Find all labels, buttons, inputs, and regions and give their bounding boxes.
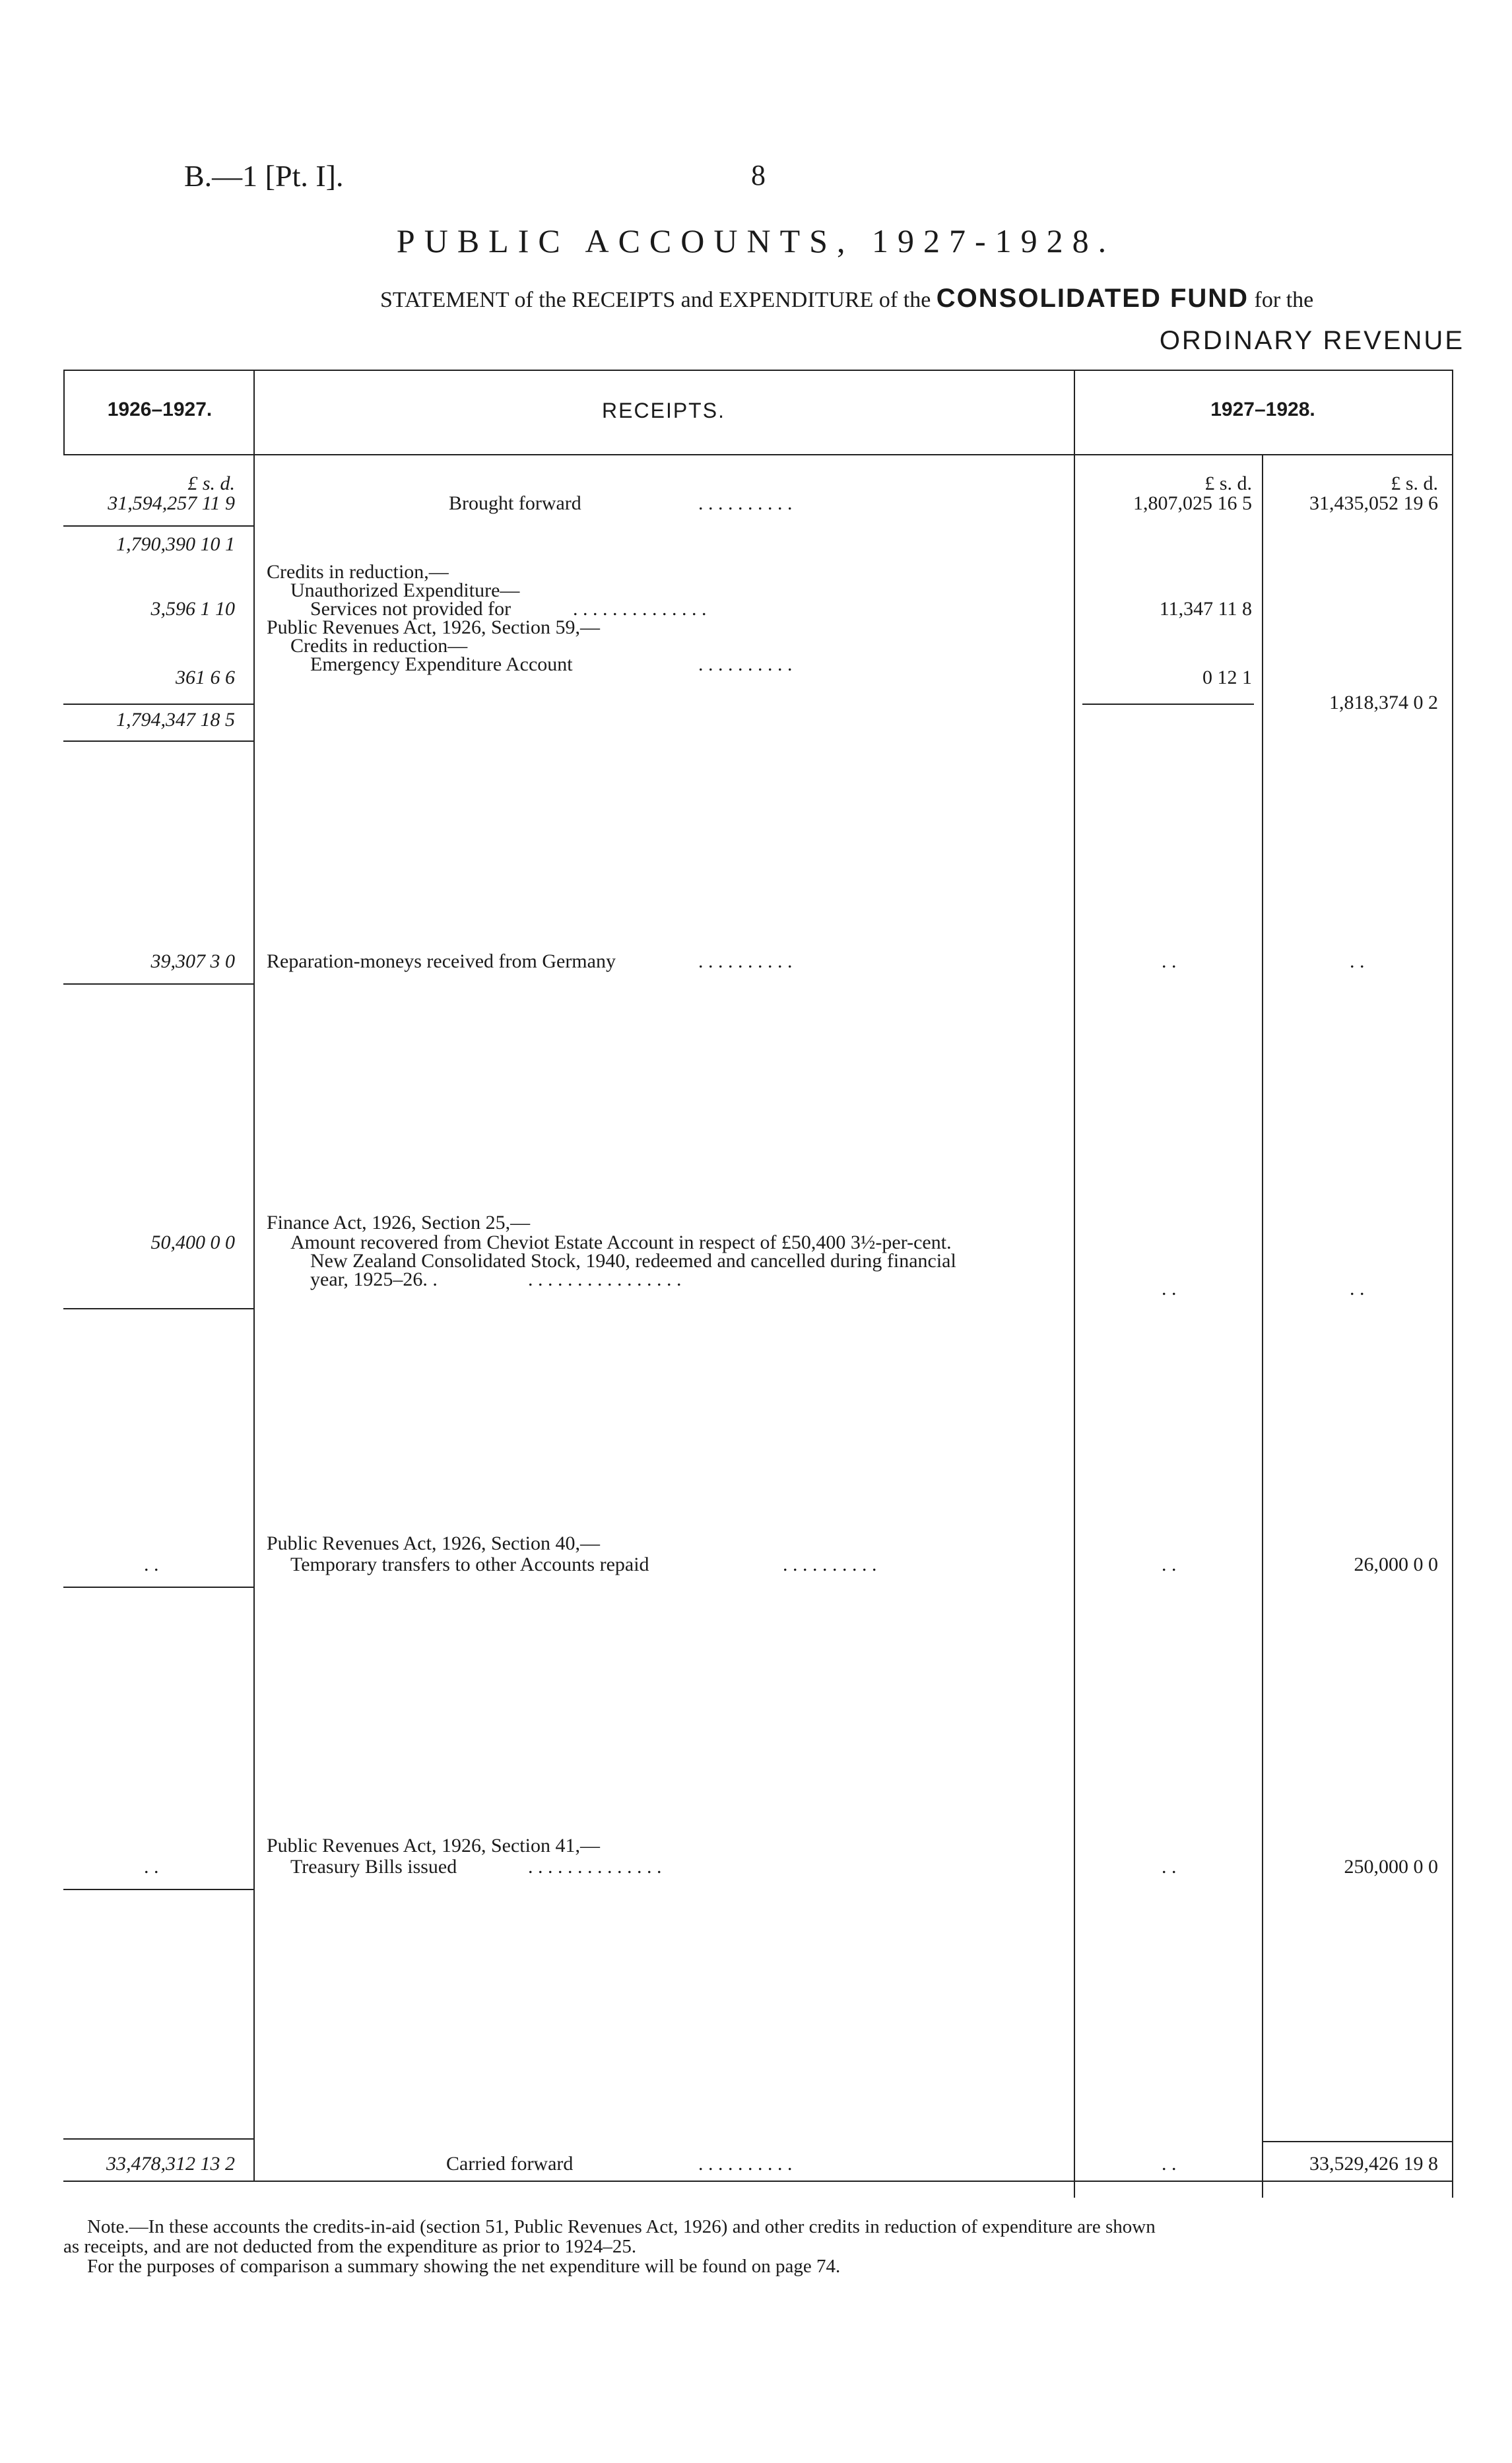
carried-forward-prev: 33,478,312 13 2: [106, 2153, 235, 2175]
brought-forward-prev: 31,594,257 11 9: [108, 492, 235, 514]
section-40-curr-b: 26,000 0 0: [1354, 1554, 1438, 1575]
for-the-text: for the: [1254, 288, 1314, 312]
prev-year-divider: [253, 370, 255, 2181]
column-curr-year: 1927–1928.: [1210, 399, 1315, 420]
unauthorized-expenditure: Unauthorized Expenditure—: [290, 579, 520, 601]
curr-year-divider: [1262, 454, 1263, 2198]
reparation-curr-b: . .: [1350, 950, 1365, 972]
header-bottom-rule: [63, 454, 1453, 455]
section-41-curr-a: . .: [1162, 1856, 1177, 1878]
note-line-2: as receipts, and are not deducted from the expenditure as prior to 1924–25.: [63, 2236, 637, 2257]
row-rule: [63, 2138, 253, 2140]
credits-curr-total: 1,818,374 0 2: [1329, 692, 1438, 713]
dot-leader: . . . . . . . . . . . . . .: [528, 1856, 662, 1878]
finance-act-curr-b: . .: [1350, 1278, 1365, 1299]
note-line-3: For the purposes of comparison a summary showing the net expenditure will be found on page 74.: [87, 2256, 841, 2277]
section-59-heading: Public Revenues Act, 1926, Section 59,—: [267, 616, 600, 638]
finance-act-curr-a: . .: [1162, 1278, 1177, 1299]
credits-heading: Credits in reduction,—: [267, 561, 449, 583]
carried-forward-label: Carried forward: [446, 2153, 574, 2175]
row-rule: [63, 983, 253, 985]
emergency-prev: 361 6 6: [176, 667, 235, 688]
column-prev-year: 1926–1927.: [107, 399, 213, 420]
reparation-prev: 39,307 3 0: [150, 950, 235, 972]
credits-prev-sum: 1,794,347 18 5: [116, 709, 235, 731]
row-rule: [63, 740, 253, 742]
page-number: 8: [751, 159, 766, 191]
dot-leader: . . . . . . . . . .: [698, 492, 793, 514]
brought-forward-curr-a: 1,807,025 16 5: [1133, 492, 1252, 514]
reparation-curr-a: . .: [1162, 950, 1177, 972]
finance-act-line4: year, 1925–26. .: [310, 1268, 438, 1290]
row-rule: [63, 1308, 253, 1309]
finance-act-heading: Finance Act, 1926, Section 25,—: [267, 1212, 531, 1233]
units-curr-b: £ s. d.: [1391, 473, 1438, 494]
services-curr: 11,347 11 8: [1159, 598, 1252, 620]
emergency-expenditure: Emergency Expenditure Account: [310, 653, 573, 675]
units-prev: £ s. d.: [187, 473, 235, 494]
dot-leader: . . . . . . . . . . . . . .: [573, 598, 707, 620]
units-curr-a: £ s. d.: [1204, 473, 1252, 494]
carried-forward-curr-b: 33,529,426 19 8: [1309, 2153, 1438, 2175]
emergency-curr: 0 12 1: [1202, 667, 1252, 688]
row-rule: [63, 525, 253, 527]
dot-leader: . . . . . . . . . .: [783, 1554, 877, 1575]
row-rule: [63, 1889, 253, 1890]
receipts-divider: [1074, 370, 1075, 2198]
finance-act-line2: Amount recovered from Cheviot Estate Account in respect of £50,400 3½-per-cent.: [290, 1232, 952, 1253]
statement-heading: [380, 284, 1313, 313]
row-rule: [1082, 704, 1254, 705]
table-bottom-rule: [63, 2181, 1453, 2182]
document-reference: B.—1 [Pt. I].: [184, 159, 344, 193]
section-40-prev: . .: [144, 1554, 159, 1575]
statement-text: STATEMENT of the RECEIPTS and EXPENDITURE of the: [380, 288, 931, 312]
carried-forward-curr-a: . .: [1162, 2153, 1177, 2175]
page-title: PUBLIC ACCOUNTS, 1927-1928.: [396, 222, 1116, 259]
column-receipts: RECEIPTS.: [602, 399, 725, 422]
row-rule: [63, 1587, 253, 1588]
finance-act-prev: 50,400 0 0: [150, 1232, 235, 1253]
dot-leader: . . . . . . . . . .: [698, 950, 793, 972]
note-line-1: Note.—In these accounts the credits-in-aid (section 51, Public Revenues Act, 1926) and other credits in reduction of expenditure are shown: [87, 2216, 1156, 2237]
section-41-heading: Public Revenues Act, 1926, Section 41,—: [267, 1835, 600, 1856]
services-not-provided: Services not provided for: [310, 598, 511, 620]
left-border: [63, 370, 65, 454]
section-40-curr-a: . .: [1162, 1554, 1177, 1575]
table-top-rule: [63, 370, 1453, 371]
reparation-label: Reparation-moneys received from Germany: [267, 950, 616, 972]
finance-act-line3: New Zealand Consolidated Stock, 1940, redeemed and cancelled during financial: [310, 1250, 956, 1272]
fund-name: CONSOLIDATED FUND: [936, 284, 1249, 313]
section-41-prev: . .: [144, 1856, 159, 1878]
section-41-curr-b: 250,000 0 0: [1344, 1856, 1438, 1878]
section-40-heading: Public Revenues Act, 1926, Section 40,—: [267, 1532, 600, 1554]
right-border: [1452, 370, 1453, 2198]
row-rule: [63, 704, 253, 705]
section-41-label: Treasury Bills issued: [290, 1856, 457, 1878]
services-prev: 3,596 1 10: [150, 598, 235, 620]
dot-leader: . . . . . . . . . .: [698, 653, 793, 675]
brought-forward-label: Brought forward: [449, 492, 581, 514]
section-40-label: Temporary transfers to other Accounts repaid: [290, 1554, 649, 1575]
brought-forward-curr-b: 31,435,052 19 6: [1309, 492, 1438, 514]
dot-leader: . . . . . . . . . . . . . . . .: [528, 1268, 682, 1290]
credits-in-reduction-sub: Credits in reduction—: [290, 635, 468, 657]
dot-leader: . . . . . . . . . .: [698, 2153, 793, 2175]
revenue-heading: ORDINARY REVENUE: [1159, 326, 1464, 355]
credits-prev-total: 1,790,390 10 1: [116, 533, 235, 555]
row-rule: [1262, 2141, 1452, 2142]
